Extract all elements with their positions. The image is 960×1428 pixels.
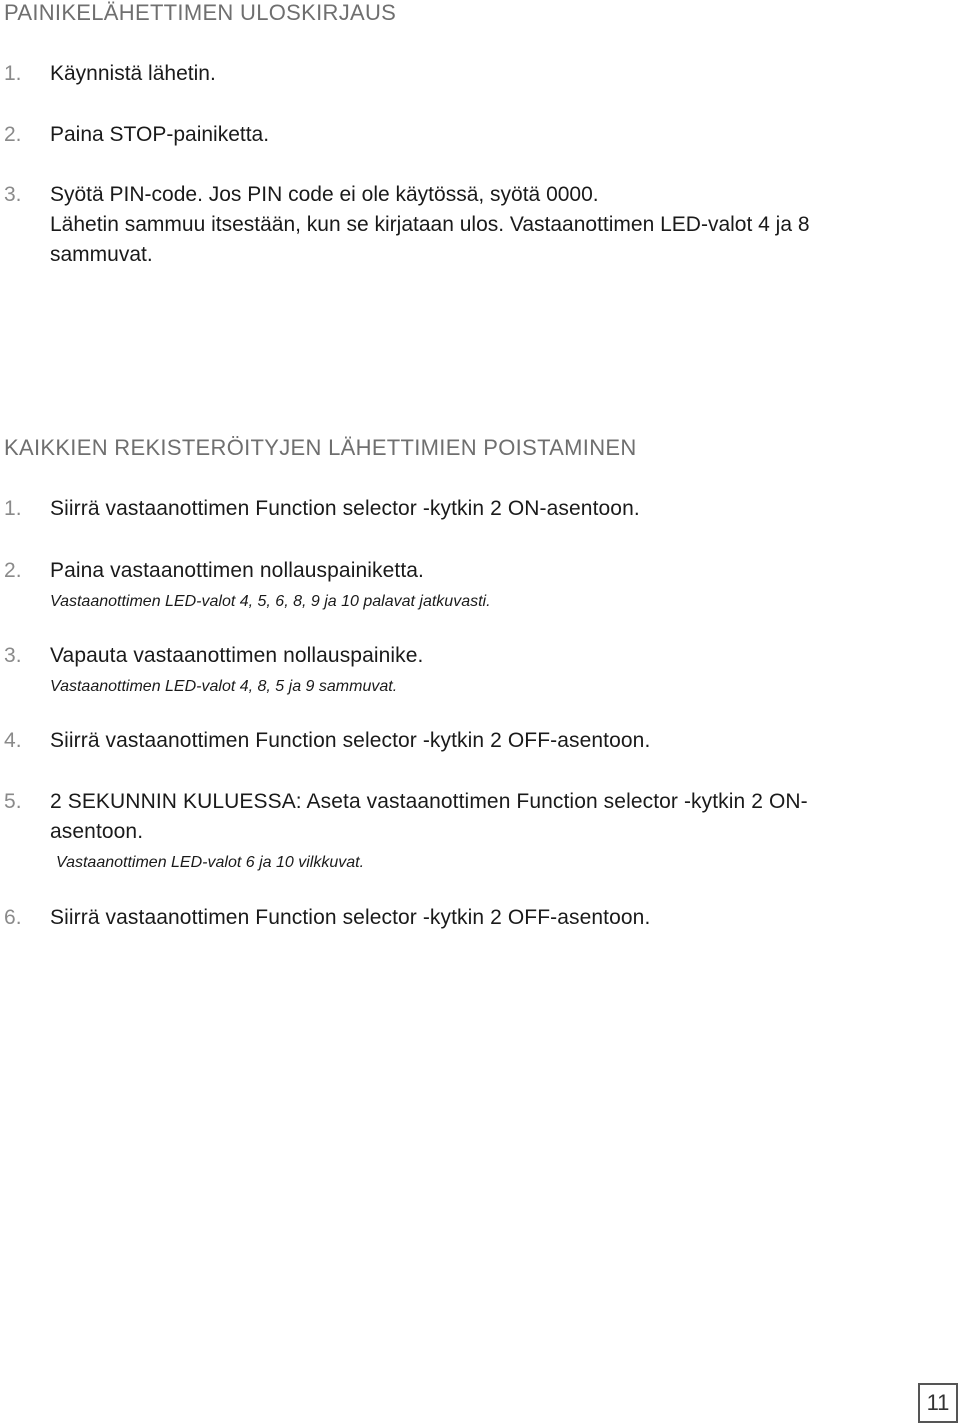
logout-step-3 — [4, 180, 904, 270]
step-text: Siirrä vastaanottimen Function selector -kytkin 2 OFF-asentoon. — [50, 906, 651, 929]
step-number: 6. — [4, 906, 22, 929]
step-text: 2 SEKUNNIN KULUESSA: Aseta vastaanottimen Function selector -kytkin 2 ON- asentoon. — [50, 790, 808, 843]
step-number: 2. — [4, 559, 22, 582]
remove-step-4 — [4, 726, 904, 756]
step-note: Vastaanottimen LED-valot 4, 5, 6, 8, 9 ja 10 palavat jatkuvasti. — [50, 593, 491, 610]
step-number: 5. — [4, 790, 22, 813]
step-text: Paina vastaanottimen nollauspainiketta. — [50, 559, 424, 582]
step-number: 4. — [4, 729, 22, 752]
step-number: 3. — [4, 644, 22, 667]
remove-step-5 — [4, 787, 904, 875]
step-text: Käynnistä lähetin. — [50, 62, 216, 85]
step-text: Siirrä vastaanottimen Function selector -kytkin 2 ON-asentoon. — [50, 497, 640, 520]
step-number: 1. — [4, 62, 22, 85]
step-number: 3. — [4, 183, 22, 206]
step-number: 1. — [4, 497, 22, 520]
remove-step-2 — [4, 556, 904, 614]
step-number: 2. — [4, 123, 22, 146]
step-text: Vapauta vastaanottimen nollauspainike. — [50, 644, 424, 667]
step-text: Paina STOP-painiketta. — [50, 123, 270, 146]
logout-step-1 — [4, 59, 904, 89]
remove-step-1 — [4, 494, 904, 524]
page-number: 11 — [918, 1383, 958, 1423]
step-note: Vastaanottimen LED-valot 4, 8, 5 ja 9 sammuvat. — [50, 678, 398, 695]
logout-step-2 — [4, 120, 904, 150]
remove-step-6 — [4, 903, 904, 933]
step-text: Syötä PIN-code. Jos PIN code ei ole käytössä, syötä 0000. Lähetin sammuu itsestään, kun se kirjataan ulos. Vastaanottimen LED-valot 4 ja 8 sammuvat. — [50, 183, 810, 266]
step-text: Siirrä vastaanottimen Function selector -kytkin 2 OFF-asentoon. — [50, 729, 651, 752]
section-heading-remove-all: KAIKKIEN REKISTERÖITYJEN LÄHETTIMIEN POISTAMINEN — [4, 435, 637, 460]
step-note: Vastaanottimen LED-valot 6 ja 10 vilkkuvat. — [56, 854, 365, 871]
section-heading-logout: PAINIKELÄHETTIMEN ULOSKIRJAUS — [4, 0, 397, 25]
remove-step-3 — [4, 641, 904, 699]
